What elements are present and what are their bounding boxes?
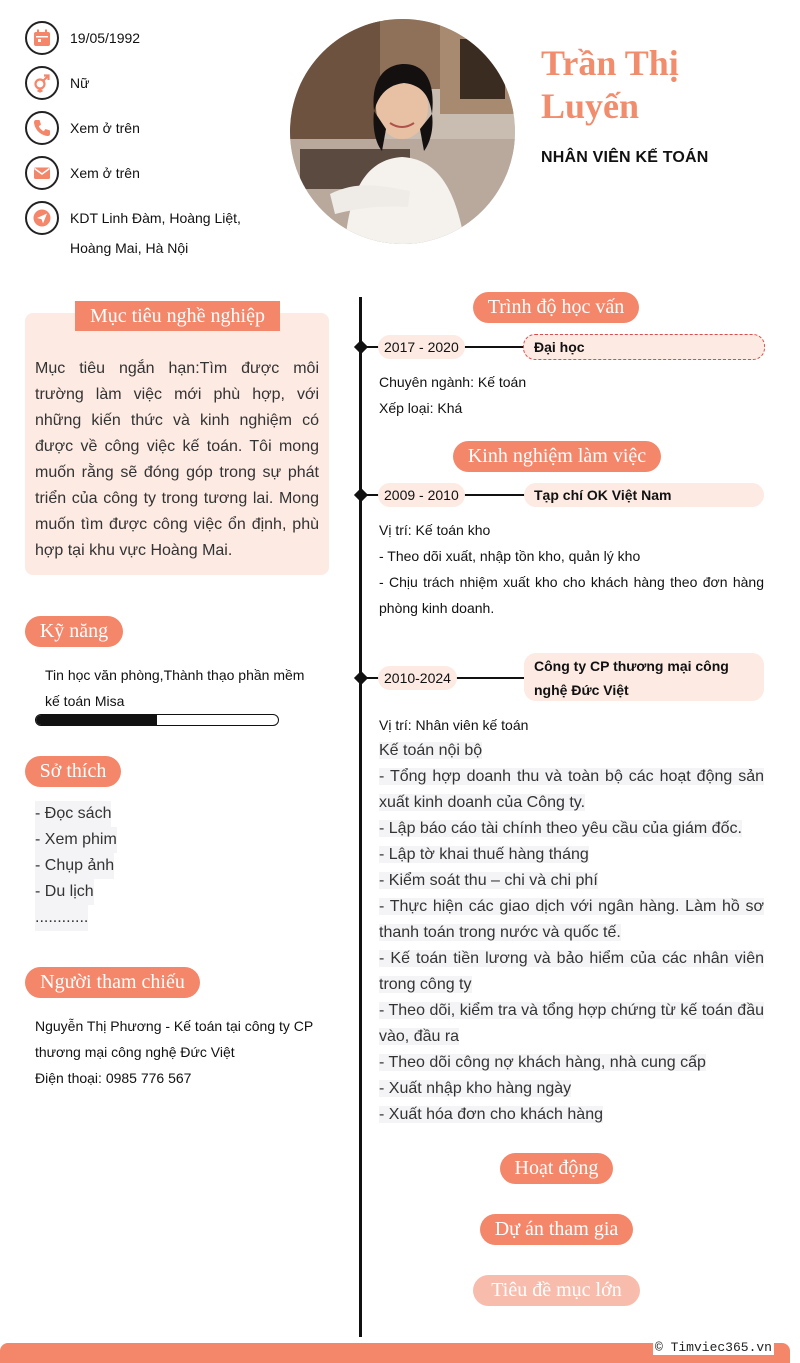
education-period: 2017 - 2020 <box>378 335 465 359</box>
gender-icon <box>25 66 59 100</box>
name-line-1: Trần Thị <box>541 43 679 83</box>
reference-block <box>35 1013 325 1091</box>
skills-heading: Kỹ năng <box>25 616 123 647</box>
contact-email <box>25 156 265 190</box>
hobby-item: - Chụp ảnh <box>35 853 114 879</box>
education-heading: Trình độ học vấn <box>473 292 639 323</box>
hobby-item: - Đọc sách <box>35 801 111 827</box>
education-major: Chuyên ngành: Kế toán <box>379 374 527 390</box>
duty-item: - Thực hiện các giao dịch với ngân hàng. Làm hồ sơ thanh toán trong nước và quốc tế. <box>379 898 764 941</box>
duty-item: - Theo dõi công nợ khách hàng, nhà cung cấp <box>379 1054 706 1071</box>
duty-item: Kế toán nội bộ <box>379 742 483 759</box>
birthday-text: 19/05/1992 <box>70 30 141 46</box>
job-company: Công ty CP thương mại công nghệ Đức Việt <box>524 653 764 701</box>
hobby-item: - Xem phim <box>35 827 117 853</box>
reference-person: Nguyễn Thị Phương - Kế toán tại công ty CP thương mại công nghệ Đức Việt <box>35 1018 313 1060</box>
duty-item: - Lập tờ khai thuế hàng tháng <box>379 846 589 863</box>
big-title-heading: Tiêu đề mục lớn <box>473 1275 640 1306</box>
skill-level-bar <box>35 714 279 726</box>
duty-item: - Lập báo cáo tài chính theo yêu cầu của giám đốc. <box>379 820 742 837</box>
education-school: Đại học <box>523 334 765 360</box>
duty-item: - Xuất nhập kho hàng ngày <box>379 1080 572 1097</box>
location-icon <box>25 201 59 235</box>
reference-phone: Điện thoại: 0985 776 567 <box>35 1070 192 1086</box>
contact-address <box>25 201 265 263</box>
experience-heading: Kinh nghiệm làm việc <box>453 441 661 472</box>
contact-birthday <box>25 21 265 55</box>
calendar-icon <box>25 21 59 55</box>
hobby-item: ............ <box>35 905 88 931</box>
mail-icon <box>25 156 59 190</box>
phone-text: Xem ở trên <box>70 120 140 136</box>
timeline-line <box>359 297 362 1337</box>
contact-gender <box>25 66 265 100</box>
job-duties <box>379 738 764 1128</box>
address-line-2: Hoàng Mai, Hà Nội <box>70 240 189 256</box>
address-line-1: KDT Linh Đàm, Hoàng Liệt, <box>70 210 241 226</box>
objective-text: Mục tiêu ngắn hạn:Tìm được môi trường làm việc mới phù hợp, với những kiến thức và kinh nghiệm có được về công việc kế toán. Tôi mong muốn rằng sẽ đóng góp trong sự phát triển của công ty trong tương lai. Mong muốn tìm được công việc ổn định, phù hợp tại khu vực Hoàng Mai. <box>35 360 319 559</box>
duty-item: - Xuất hóa đơn cho khách hàng <box>379 1106 603 1123</box>
hobby-item: - Du lịch <box>35 879 94 905</box>
footer-brand: © Timviec365.vn <box>654 1340 772 1355</box>
profile-photo <box>290 19 515 244</box>
gender-text: Nữ <box>70 75 90 91</box>
job-period: 2009 - 2010 <box>378 483 465 507</box>
address-text <box>70 201 241 263</box>
activities-heading: Hoạt động <box>500 1153 613 1184</box>
education-grade: Xếp loại: Khá <box>379 400 463 416</box>
duty-item: - Kiểm soát thu – chi và chi phí <box>379 872 598 889</box>
phone-icon <box>25 111 59 145</box>
duty-item: - Tổng hợp doanh thu và toàn bộ các hoạt động sản xuất kinh doanh của Công ty. <box>379 768 764 811</box>
job-description: - Chịu trách nhiệm xuất kho cho khách hàng theo đơn hàng phòng kinh doanh. <box>379 574 764 616</box>
job-title: NHÂN VIÊN KẾ TOÁN <box>541 149 709 166</box>
projects-heading: Dự án tham gia <box>480 1214 633 1245</box>
contact-list <box>25 21 265 274</box>
job-description: - Theo dõi xuất, nhập tồn kho, quản lý kho <box>379 548 641 564</box>
contact-phone <box>25 111 265 145</box>
duty-item: - Kế toán tiền lương và bảo hiểm của các nhân viên trong công ty <box>379 950 764 993</box>
objective-heading: Mục tiêu nghề nghiệp <box>75 301 280 331</box>
job-role: Vị trí: Kế toán kho <box>379 522 491 538</box>
candidate-name <box>541 42 781 128</box>
job-role: Vị trí: Nhân viên kế toán <box>379 717 529 733</box>
hobbies-list <box>35 801 117 931</box>
email-text: Xem ở trên <box>70 165 140 181</box>
hobbies-heading: Sở thích <box>25 756 121 787</box>
skill-name: Tin học văn phòng,Thành thạo phần mềm kế toán Misa <box>45 667 305 709</box>
job-company: Tạp chí OK Việt Nam <box>524 483 764 507</box>
job-period: 2010-2024 <box>378 666 457 690</box>
skill-level-fill <box>36 715 157 725</box>
duty-item: - Theo dõi, kiểm tra và tổng hợp chứng từ kế toán đầu vào, đầu ra <box>379 1002 764 1045</box>
name-line-2: Luyến <box>541 86 640 126</box>
references-heading: Người tham chiếu <box>25 967 200 998</box>
